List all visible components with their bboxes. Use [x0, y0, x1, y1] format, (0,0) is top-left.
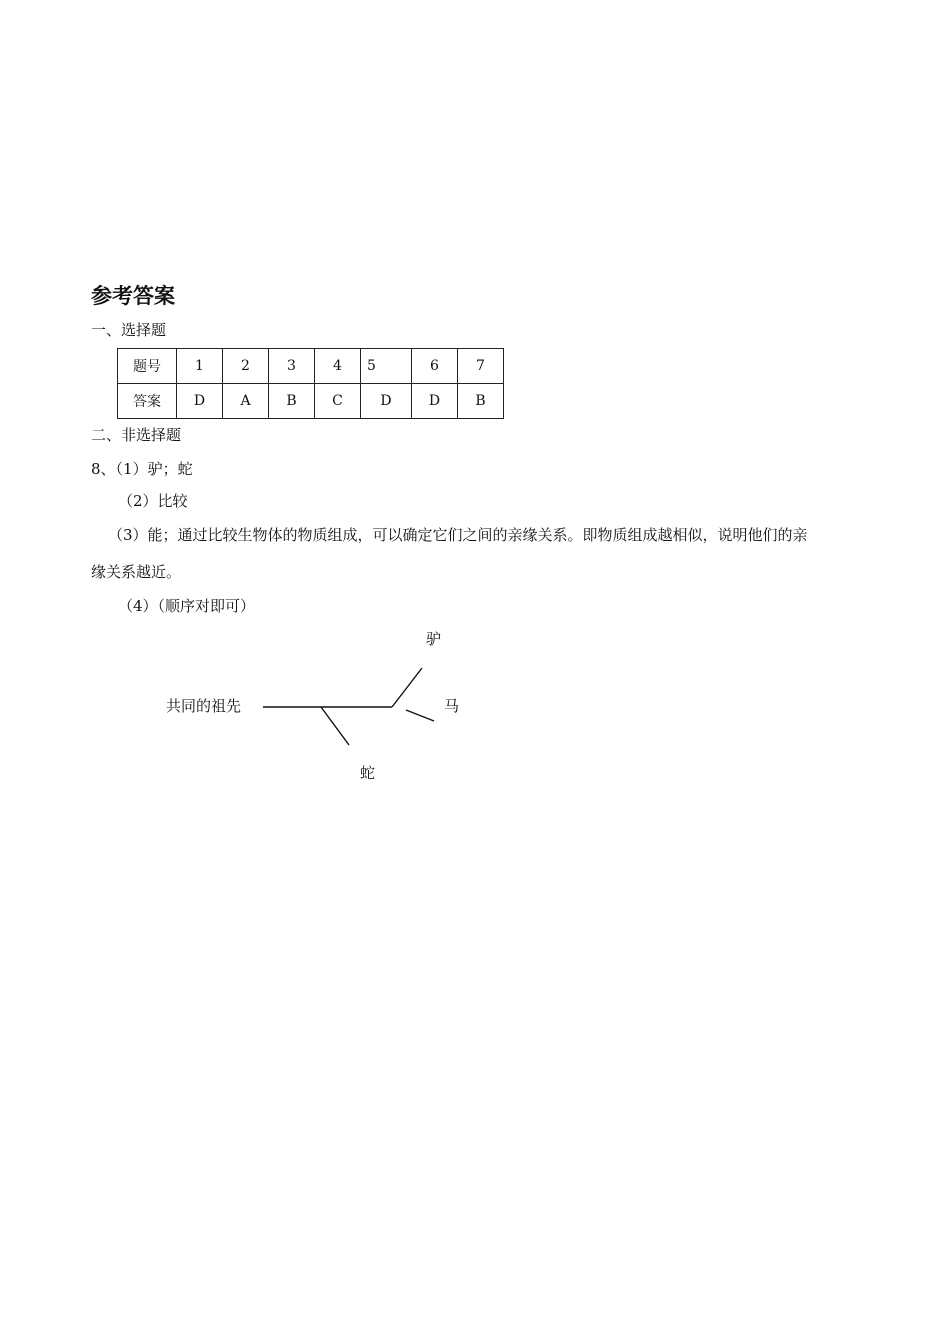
q8-part1: 8、（1）驴；蛇 — [91, 460, 193, 478]
section-heading-nonchoice: 二、非选择题 — [91, 426, 182, 444]
q8-part4: （4）（顺序对即可） — [118, 597, 256, 615]
tree-leaf-snake: 蛇 — [360, 764, 376, 782]
table-header-number: 题号 — [118, 349, 177, 384]
table-cell: D — [412, 384, 458, 419]
page-title: 参考答案 — [91, 284, 175, 308]
tree-branch-horse — [406, 710, 434, 721]
q8-part3-line1: （3）能；通过比较生物体的物质组成，可以确定它们之间的亲缘关系。即物质组成越相似，说明他们的亲 — [108, 526, 808, 544]
table-cell: C — [315, 384, 361, 419]
table-cell: 6 — [412, 349, 458, 384]
table-cell: D — [361, 384, 412, 419]
table-cell: A — [223, 384, 269, 419]
table-cell: D — [177, 384, 223, 419]
table-cell: B — [269, 384, 315, 419]
tree-root-label: 共同的祖先 — [166, 697, 242, 715]
table-cell: 4 — [315, 349, 361, 384]
tree-branch-donkey — [392, 668, 422, 707]
table-header-answer: 答案 — [118, 384, 177, 419]
table-cell: B — [458, 384, 504, 419]
table-cell: 1 — [177, 349, 223, 384]
table-cell: 3 — [269, 349, 315, 384]
q8-part2: （2）比较 — [118, 492, 188, 510]
table-cell: 7 — [458, 349, 504, 384]
table-cell: 2 — [223, 349, 269, 384]
tree-leaf-horse: 马 — [444, 697, 460, 715]
tree-branch-snake — [321, 707, 349, 745]
section-heading-choice: 一、选择题 — [91, 321, 167, 339]
q8-part3-line2: 缘关系越近。 — [91, 563, 182, 581]
tree-leaf-donkey: 驴 — [426, 630, 442, 648]
table-cell: 5 — [361, 349, 412, 384]
